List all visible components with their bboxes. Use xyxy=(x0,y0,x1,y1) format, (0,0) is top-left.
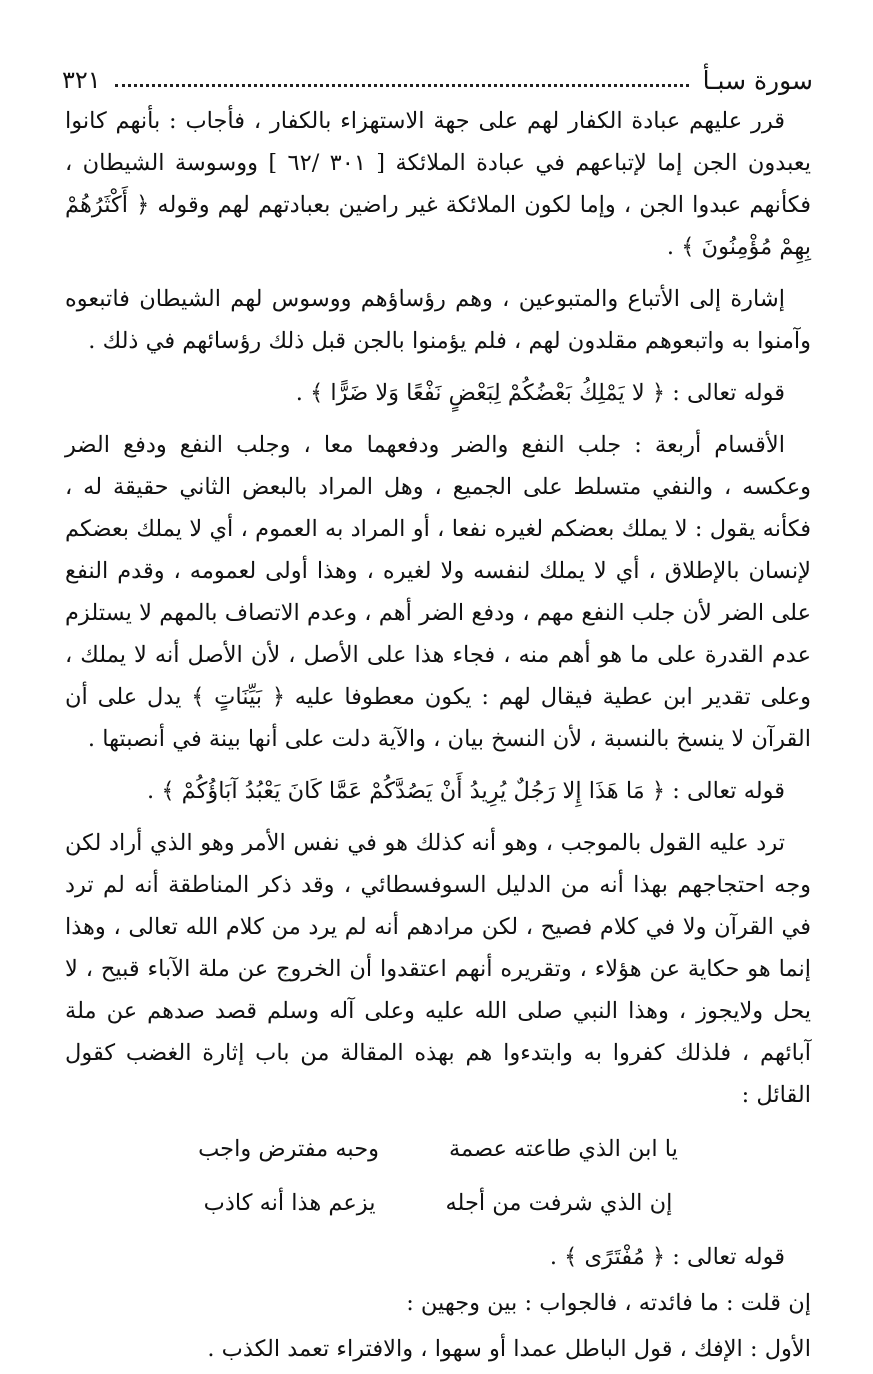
paragraph-1: قرر عليهم عبادة الكفار لهم على جهة الاستهزاء بالكفار ، فأجاب : بأنهم كانوا يعبدون الجن إما لإتباعهم في عبادة الملائكة [ ٣٠١ /٦٢ ] ووسوسة الشيطان ، فكأنهم عبدوا الجن ، وإما لكون الملائكة غير راضين بعبادتهم لهم وقوله ﴿ أَكْثَرُهُمْ بِهِمْ مُؤْمِنُونَ ﴾ . xyxy=(65,108,811,260)
poem-hemistich-right: إن الذي شرفت من أجله xyxy=(445,1190,673,1216)
paragraph-3: الأقسام أربعة : جلب النفع والضر ودفعهما معا ، وجلب النفع ودفع الضر وعكسه ، والنفي متسلط على الجميع ، وهل المراد بالبعض الثاني حقيقة له ، فكأنه يقول : لا يملك بعضكم لغيره نفعا ، أو المراد به العموم ، أي لا يملك بعضكم لإنسان بالإطلاق ، أي لا يملك لنفسه ولا لغيره ، وهذا أولى لعمومه ، وقدم النفع على الضر لأن جلب النفع مهم ، ودفع الضر أهم ، وعدم الاتصاف بالمهم لا يستلزم عدم القدرة على ما هو أهم منه ، فجاء هذا على الأصل ، لأن الأصل أنه لا يملك ، وعلى تقدير ابن عطية فيقال لهم : يكون معطوفا عليه ﴿ بَيِّنَاتٍ ﴾ يدل على أن القرآن لا ينسخ بالنسبة ، لأن النسخ بيان ، والآية دلت على أنها بينة في أنصبتها . xyxy=(65,432,811,752)
verse-heading-2: قوله تعالى : ﴿ مَا هَذَا إِلا رَجُلٌ يُرِيدُ أَنْ يَصُدَّكُمْ عَمَّا كَانَ يَعْبُدُ آبَاؤُكُمْ ﴾ . xyxy=(147,778,785,804)
paragraph-2: إشارة إلى الأتباع والمتبوعين ، وهم رؤساؤهم ووسوس لهم الشيطان فاتبعوه وآمنوا به واتبعوهم مقلدون لهم ، فلم يؤمنوا بالجن قبل ذلك رؤسائهم في ذلك . xyxy=(65,286,811,354)
page-body xyxy=(65,100,811,1374)
poem-line-1 xyxy=(65,1128,811,1170)
poem-hemistich-right: يا ابن الذي طاعته عصمة xyxy=(448,1136,678,1162)
answer-line: الأول : الإفك ، قول الباطل عمدا أو سهوا ، والافتراء تعمد الكذب . xyxy=(207,1336,811,1362)
question-line: إن قلت : ما فائدته ، فالجواب : بين وجهين : xyxy=(406,1290,811,1316)
header-dotted-leader xyxy=(115,84,689,87)
page-number: ٣٢١ xyxy=(62,66,101,94)
verse-heading-1: قوله تعالى : ﴿ لا يَمْلِكُ بَعْضُكُمْ لِبَعْضٍ نَفْعًا وَلا ضَرًّا ﴾ . xyxy=(295,380,785,406)
paragraph-4: ترد عليه القول بالموجب ، وهو أنه كذلك هو في نفس الأمر وهو الذي أراد لكن وجه احتجاجهم بهذا أنه من الدليل السوفسطائي ، وقد ذكر المناطقة أنه لم ترد في القرآن ولا في كلام فصيح ، لكن مرادهم أنه لم يرد من كلام الله تعالى ، وهذا إنما هو حكاية عن هؤلاء ، وتقريره أنهم اعتقدوا أن الخروج عن ملة الآباء قبيح ، لا يحل ولايجوز ، وهذا النبي صلى الله عليه وعلى آله وسلم قصد صدهم عن ملة آبائهم ، فلذلك كفروا به وابتدءوا هم بهذه المقالة من باب إثارة الغضب كقول القائل : xyxy=(65,830,811,1108)
page-header xyxy=(62,60,813,100)
poem-hemistich-left: يزعم هذا أنه كاذب xyxy=(203,1190,376,1216)
poem-hemistich-left: وحبه مفترض واجب xyxy=(198,1136,379,1162)
surah-title: سورة سبـأ xyxy=(702,65,813,95)
verse-heading-3: قوله تعالى : ﴿ مُفْتَرًى ﴾ . xyxy=(549,1244,785,1270)
poem-line-2 xyxy=(65,1182,811,1224)
